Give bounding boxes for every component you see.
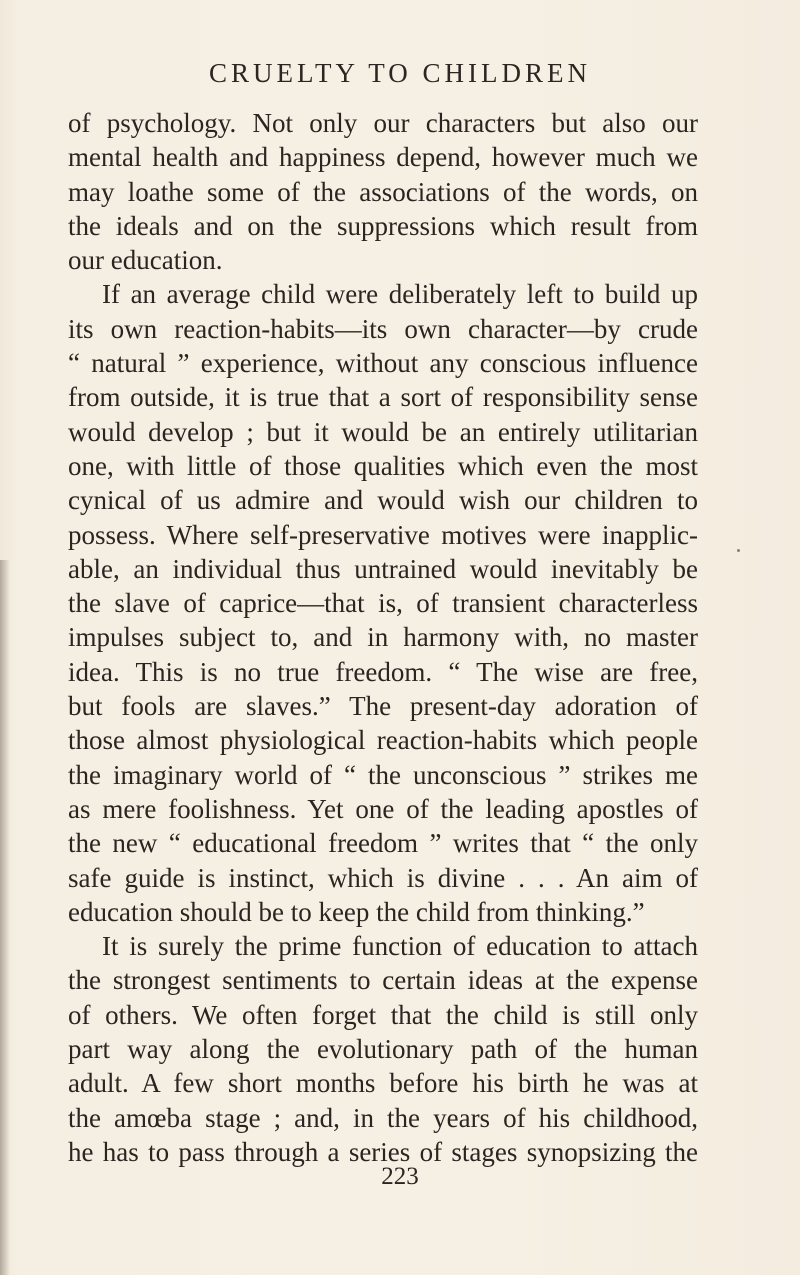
text-line: “ natural ” experience, without any conscious influence bbox=[68, 348, 698, 379]
text-line: the slave of caprice—that is, of transient characterless bbox=[68, 588, 698, 619]
text-line: the imaginary world of “ the unconscious ” strikes me bbox=[68, 759, 698, 790]
text-line: If an average child were deliberately left to build up bbox=[102, 279, 698, 310]
page-number: 223 bbox=[381, 1163, 419, 1190]
text-line: our education. bbox=[68, 245, 223, 276]
text-line: cynical of us admire and would wish our children to bbox=[68, 485, 698, 516]
body-text bbox=[68, 106, 698, 1169]
text-line: part way along the evolutionary path of the human bbox=[68, 1034, 698, 1065]
text-line: possess. Where self-preservative motives were inapplic- bbox=[68, 519, 698, 550]
text-line: from outside, it is true that a sort of responsibility sense bbox=[68, 382, 698, 413]
text-line: but fools are slaves.” The present-day adoration of bbox=[68, 691, 698, 722]
text-line: safe guide is instinct, which is divine . . . An aim of bbox=[68, 862, 698, 893]
text-line: of others. We often forget that the child is still only bbox=[68, 999, 698, 1030]
text-line: It is surely the prime function of education to attach bbox=[102, 931, 698, 962]
text-line: mental health and happiness depend, however much we bbox=[68, 142, 698, 173]
text-line: adult. A few short months before his birth he was at bbox=[68, 1068, 698, 1099]
text-line: one, with little of those qualities which even the most bbox=[68, 450, 698, 481]
text-line: would develop ; but it would be an entirely utilitarian bbox=[68, 416, 698, 447]
text-line: as mere foolishness. Yet one of the leading apostles of bbox=[68, 793, 698, 824]
text-line: the amœba stage ; and, in the years of his childhood, bbox=[68, 1102, 698, 1133]
text-line: education should be to keep the child from thinking.” bbox=[68, 896, 645, 927]
text-line: he has to pass through a series of stages synopsizing the bbox=[68, 1136, 698, 1167]
text-line: the new “ educational freedom ” writes that “ the only bbox=[68, 828, 698, 859]
text-line: idea. This is no true freedom. “ The wise are free, bbox=[68, 656, 698, 687]
running-head: CRUELTY TO CHILDREN bbox=[208, 58, 592, 88]
text-line: may loathe some of the associations of the words, on bbox=[68, 176, 698, 207]
text-line: the strongest sentiments to certain ideas at the expense bbox=[68, 965, 698, 996]
paper-speck bbox=[737, 549, 740, 552]
text-line: impulses subject to, and in harmony with, no master bbox=[68, 622, 698, 653]
text-line: those almost physiological reaction-habits which people bbox=[68, 725, 698, 756]
text-line: the ideals and on the suppressions which result from bbox=[68, 210, 698, 241]
text-line: of psychology. Not only our characters but also our bbox=[68, 108, 698, 138]
text-line: its own reaction-habits—its own character—by crude bbox=[68, 313, 698, 344]
text-line: able, an individual thus untrained would inevitably be bbox=[68, 553, 698, 584]
